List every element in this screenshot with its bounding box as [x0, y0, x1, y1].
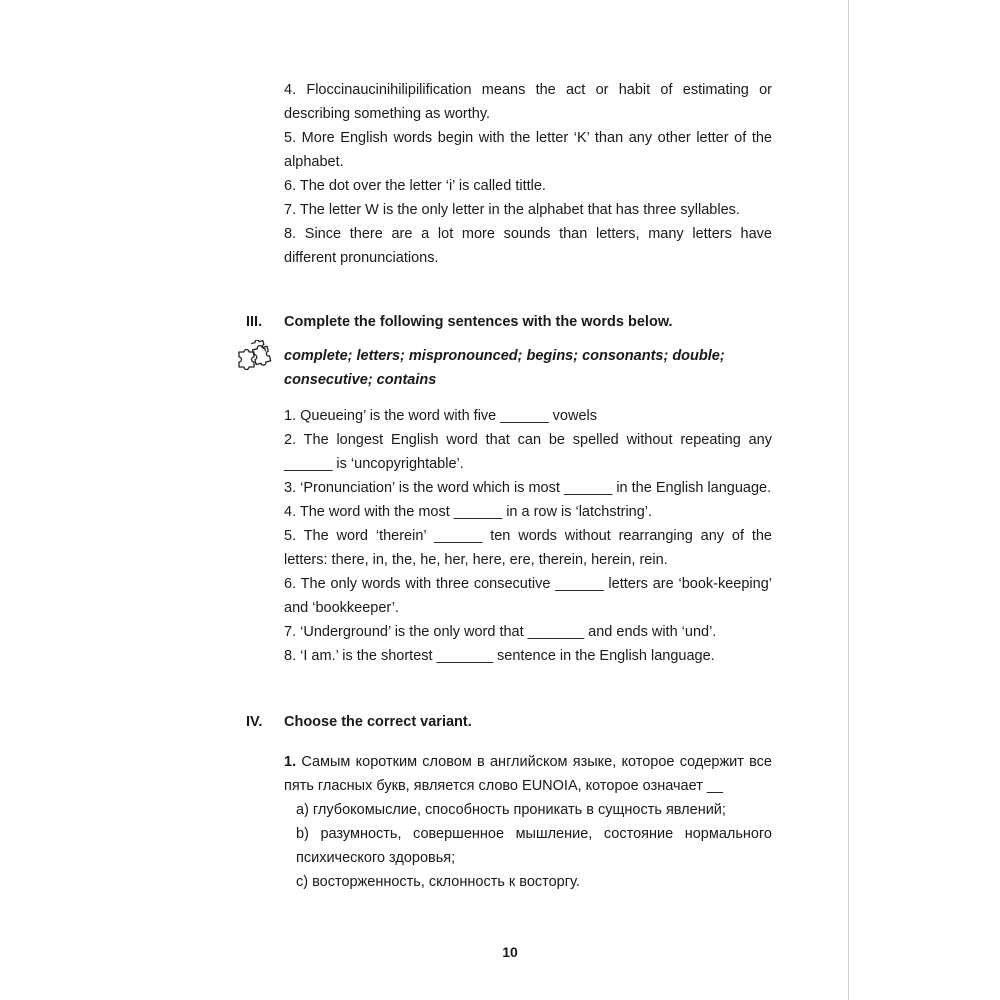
answer-option: b) разумность, совершенное мышление, состояние нормального психического здоровья;	[296, 826, 772, 866]
list-item: 8. ‘I am.’ is the shortest _______ sentence in the English language.	[284, 648, 715, 664]
section-numeral: III.	[246, 314, 263, 330]
page-edge-divider	[848, 0, 849, 1000]
list-item: 2. The longest English word that can be spelled without repeating any ______ is ‘uncopyrightable’.	[284, 432, 772, 472]
list-item: 5. The word ‘therein’ ______ ten words without rearranging any of the letters: there, in, the, he, her, here, ere, therein, herein, rein.	[284, 528, 772, 568]
exercise-section-3	[246, 310, 772, 668]
word-bank	[284, 344, 772, 392]
list-item: 3. ‘Pronunciation’ is the word which is most ______ in the English language.	[284, 480, 772, 496]
section-heading: Choose the correct variant.	[284, 714, 472, 730]
puzzle-icon	[236, 340, 274, 370]
list-item: 1. Queueing’ is the word with five ______ vowels	[284, 408, 598, 424]
exercise-3-list	[284, 404, 772, 668]
answer-option: c) восторженность, склонность к восторгу.	[296, 874, 580, 890]
answer-option: a) глубокомыслие, способность проникать в сущность явлений;	[296, 802, 726, 818]
list-item: 6. The dot over the letter ‘i’ is called tittle.	[284, 178, 546, 194]
page-number: 10	[502, 944, 518, 960]
section-numeral: IV.	[246, 714, 263, 730]
list-item: 7. ‘Underground’ is the only word that _______ and ends with ‘und’.	[284, 624, 717, 640]
list-item: 4. Floccinaucinihilipilification means the act or habit of estimating or describing something as worthy.	[284, 82, 772, 122]
question-block	[284, 750, 772, 894]
list-item: 6. The only words with three consecutive ______ letters are ‘book-keeping’ and ‘bookkeeper’.	[284, 576, 772, 616]
page-content	[246, 78, 772, 894]
question-body: Самым коротким словом в английском языке, которое содержит все пять гласных букв, является слово EUNOIA, которое означает __	[284, 754, 772, 794]
question-text	[284, 750, 772, 798]
list-item: 5. More English words begin with the letter ‘K’ than any other letter of the alphabet.	[284, 130, 772, 170]
list-item: 8. Since there are a lot more sounds than letters, many letters have different pronunciations.	[284, 226, 772, 266]
word-bank-text: complete; letters; mispronounced; begins; consonants; double; consecutive; contains	[284, 348, 725, 388]
list-item: 4. The word with the most ______ in a row is ‘latchstring’.	[284, 504, 653, 520]
question-number: 1.	[284, 754, 297, 770]
section-heading: Complete the following sentences with the words below.	[284, 314, 673, 330]
list-item: 7. The letter W is the only letter in the alphabet that has three syllables.	[284, 202, 740, 218]
continued-list	[284, 78, 772, 270]
exercise-section-4	[246, 710, 772, 894]
